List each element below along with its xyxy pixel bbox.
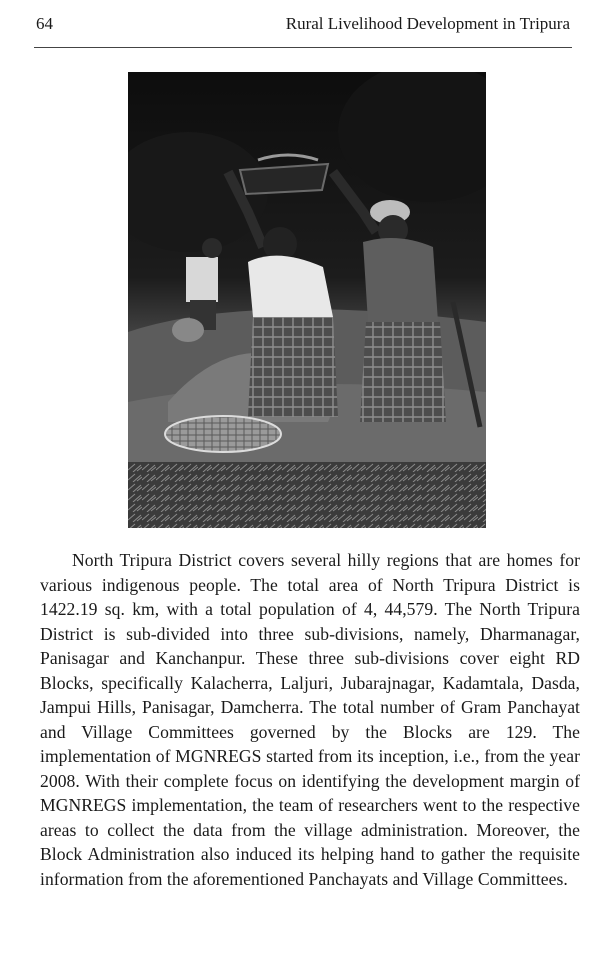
photograph-image [128, 72, 486, 528]
photograph [128, 72, 486, 528]
body-paragraph: North Tripura District covers several hilly regions that are homes for various indigenous people. The total area of North Tripura District is 1422.19 sq. km, with a total population of 4, 44,579. The North Tripura District is sub-divided into three sub-divisions, namely, Dharmanagar, Panisagar and Kanchanpur. These three sub-divisions cover eight RD Blocks, specifically Kalacherra, Laljuri, Jubarajnagar, Kadamtala, Dasda, Jampui Hills, Panisagar, Damcherra. The total number of Gram Panchayat and Village Committees governed by the Blocks are 129. The implementation of MGNREGS started from its inception, i.e., from the year 2008. With their complete focus on identifying the development margin of MGNREGS implementation, the team of researchers went to the respective areas to collect the data from the village administration. Moreover, the Block Administration also induced its helping hand to gather the requisite information from the aforementioned Panchayats and Village Committees. [40, 550, 580, 889]
running-title: Rural Livelihood Development in Tripura [285, 14, 570, 33]
header-divider [34, 47, 572, 48]
page-number: 64 [36, 14, 53, 33]
